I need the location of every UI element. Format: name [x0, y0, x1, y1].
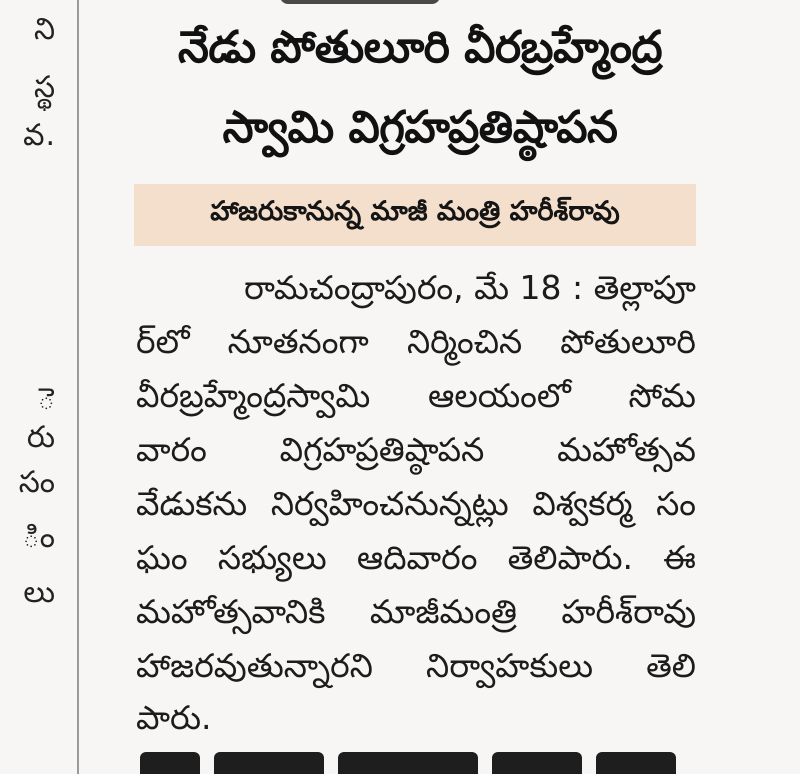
- body-line: మహోత్సవానికి మాజీమంత్రి హరీశ్‌రావు: [136, 592, 696, 631]
- body-line: రామచంద్రాపురం, మే 18 : తెల్లాపూ: [243, 268, 696, 307]
- column-divider: [77, 0, 79, 774]
- cropped-previous-headline: [280, 0, 440, 4]
- body-line: వీరబ్రహ్మేంద్రస్వామి ఆలయంలో సోమ: [136, 376, 696, 415]
- adjacent-text-fragment: రు: [26, 420, 56, 455]
- adjacent-text-fragment: లు: [23, 575, 56, 610]
- subheadline: హాజరుకానున్న మాజీ మంత్రి హరీశ్‌రావు: [210, 196, 620, 227]
- body-line: ర్‌లో నూతనంగా నిర్మించిన పోతులూరి: [136, 322, 696, 361]
- adjacent-text-fragment: ిం: [22, 520, 56, 555]
- adjacent-column-fragment: [0, 0, 60, 774]
- adjacent-text-fragment: స్థ: [33, 70, 56, 105]
- body-line: పారు.: [136, 698, 212, 737]
- subheadline-box: [134, 184, 696, 246]
- adjacent-text-fragment: సం: [18, 465, 56, 500]
- body-line: హాజరవుతున్నారని నిర్వాహకులు తెలి: [136, 646, 696, 685]
- adjacent-text-fragment: ని: [33, 12, 56, 47]
- body-line: ఘం సభ్యులు ఆదివారం తెలిపారు. ఈ: [136, 538, 696, 577]
- adjacent-text-fragment: వ.: [23, 118, 56, 153]
- adjacent-text-fragment: ె: [37, 382, 56, 417]
- cropped-next-headline: [140, 752, 700, 774]
- body-line: వారం విగ్రహప్రతిష్ఠాపన మహోత్సవ: [136, 430, 696, 469]
- news-article: [120, 0, 720, 774]
- headline-line-2: స్వామి విగ్రహప్రతిష్ఠాపన: [222, 102, 618, 153]
- body-line: వేడుకను నిర్వహించనున్నట్లు విశ్వకర్మ సం: [136, 484, 696, 523]
- headline-line-1: నేడు పోతులూరి వీరబ్రహ్మేంద్ర: [177, 22, 663, 73]
